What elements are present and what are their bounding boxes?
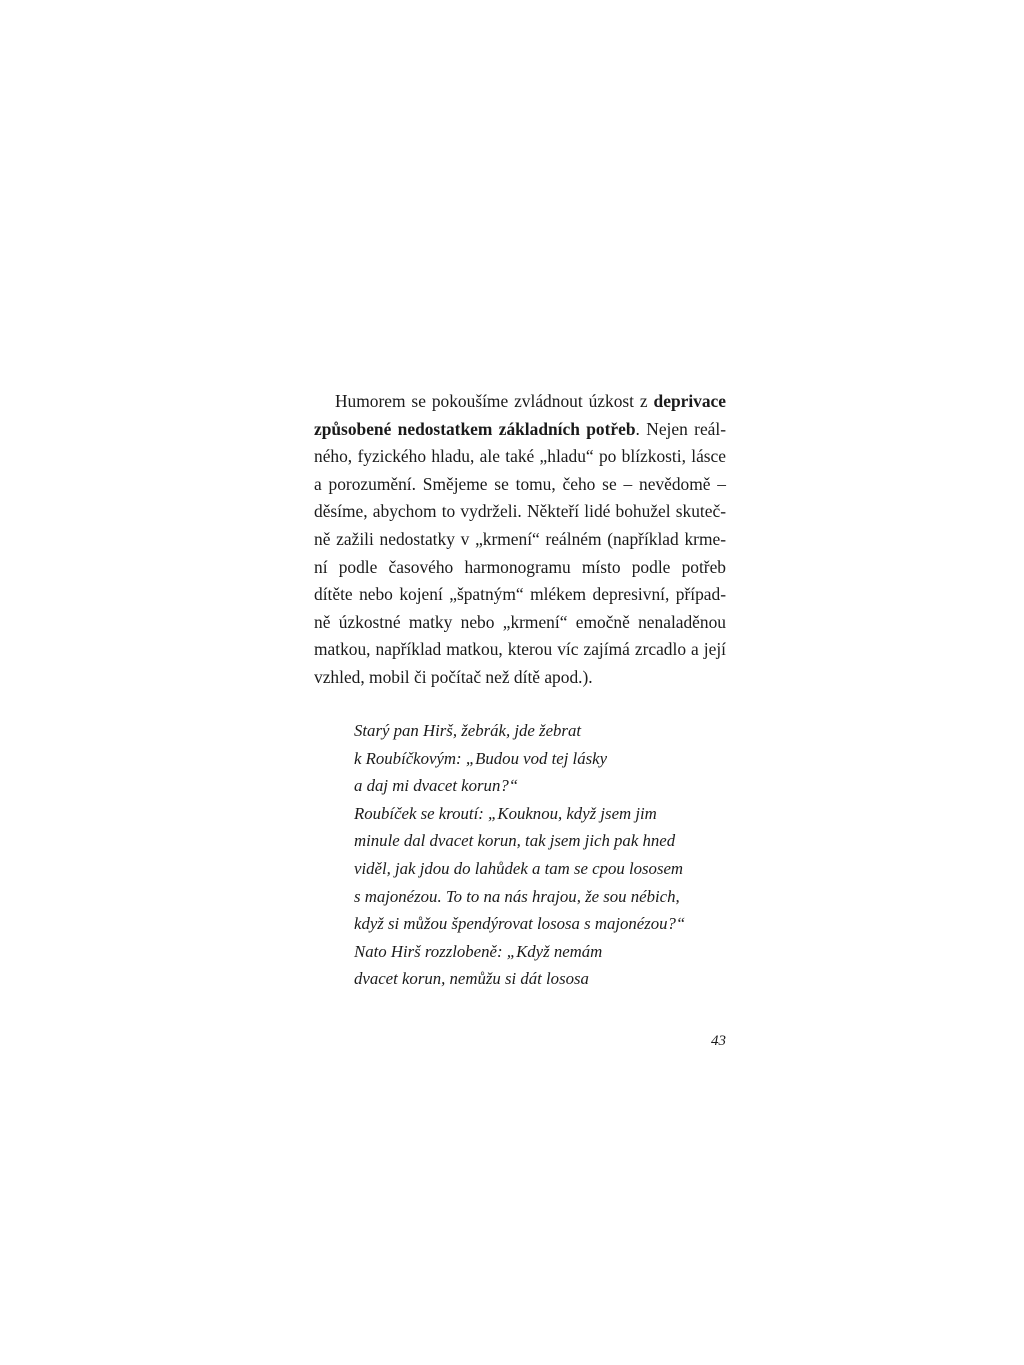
paragraph-line: a porozumění. Smějeme se tomu, čeho se – nevědomě – <box>314 473 726 494</box>
quote-line: a daj mi dvacet korun?“ <box>354 776 519 796</box>
page-number: 43 <box>711 1033 726 1049</box>
paragraph-line: způsobené nedostatkem základních potřeb. Nejen reál- <box>314 418 727 439</box>
joke-quote <box>354 717 714 993</box>
quote-line: minule dal dvacet korun, tak jsem jich pak hned <box>354 831 676 851</box>
quote-line: Roubíček se kroutí: „Kouknou, když jsem jim <box>354 803 657 823</box>
quote-line: když si můžou špendýrovat lososa s majonézou?“ <box>354 914 686 934</box>
quote-line: dvacet korun, nemůžu si dát lososa <box>354 969 589 989</box>
paragraph-line: ně zažili nedostatky v „krmení“ reálném (například krme- <box>314 528 726 549</box>
paragraph-line: matkou, například matkou, kterou víc zajímá zrcadlo a její <box>314 639 726 660</box>
paragraph-line: ného, fyzického hladu, ale také „hladu“ po blízkosti, lásce <box>314 446 726 467</box>
body-paragraph <box>314 388 726 692</box>
quote-line: Starý pan Hirš, žebrák, jde žebrat <box>354 721 581 740</box>
bold-term: deprivace <box>653 391 726 411</box>
paragraph-line: Humorem se pokoušíme zvládnout úzkost z deprivace <box>335 391 726 411</box>
quote-line: k Roubíčkovým: „Budou vod tej lásky <box>354 748 608 768</box>
paragraph-line: ní podle časového harmonogramu místo podle potřeb <box>314 556 726 577</box>
paragraph-line: ně úzkostné matky nebo „krmení“ emočně nenaladěnou <box>314 611 726 632</box>
paragraph-line: děsíme, abychom to vydrželi. Někteří lidé bohužel skuteč- <box>314 501 726 522</box>
quote-line: viděl, jak jdou do lahůdek a tam se cpou lososem <box>354 858 684 878</box>
bold-term: způsobené nedostatkem základních potřeb <box>314 418 636 439</box>
paragraph-line: dítěte nebo kojení „špatným“ mlékem depresivní, případ- <box>314 584 726 605</box>
paragraph-line: vzhled, mobil či počítač než dítě apod.). <box>314 666 593 687</box>
quote-line: Nato Hirš rozzlobeně: „Když nemám <box>354 941 603 961</box>
quote-line: s majonézou. To to na nás hrajou, že sou nébich, <box>354 886 680 906</box>
